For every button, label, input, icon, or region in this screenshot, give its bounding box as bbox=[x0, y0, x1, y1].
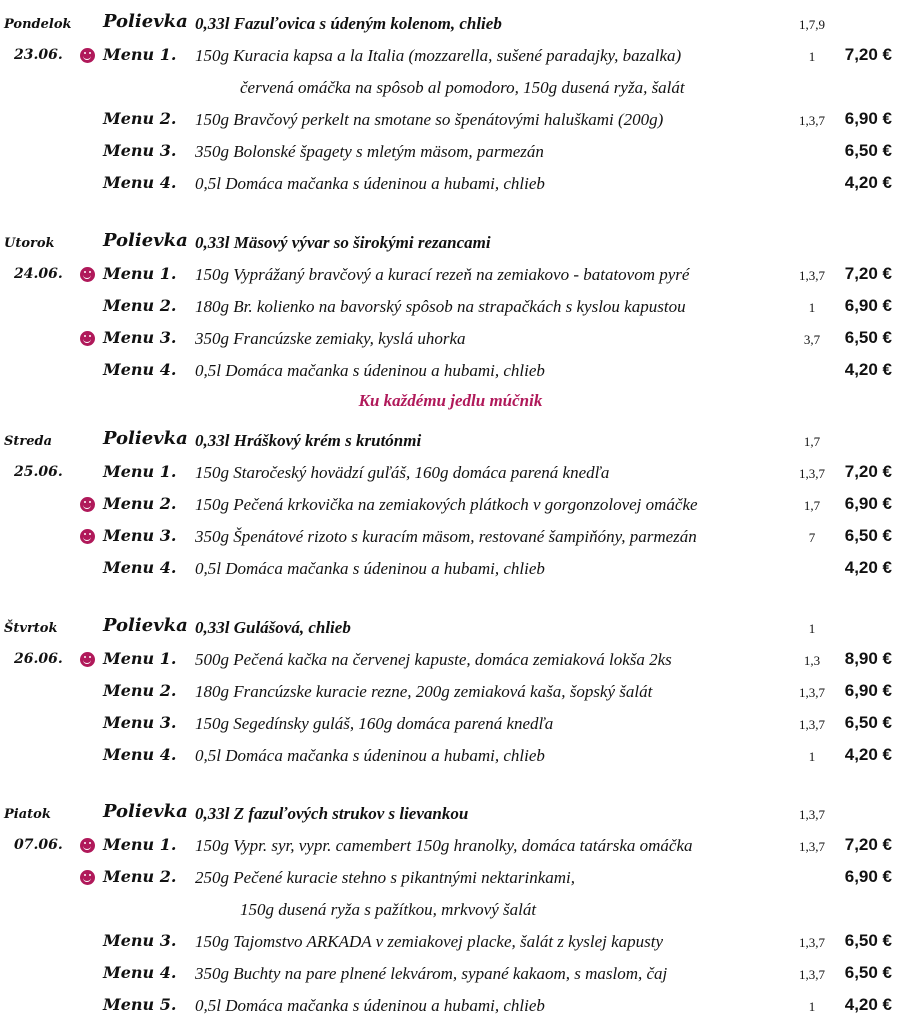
item-description: 500g Pečená kačka na červenej kapuste, domáca zemiaková lokša 2ks bbox=[195, 650, 672, 669]
item-price: 7,20 € bbox=[844, 835, 892, 854]
menu-row bbox=[0, 356, 901, 388]
item-allergens: 1 bbox=[808, 621, 816, 636]
item-label: Menu 5. bbox=[103, 995, 177, 1014]
menu-row bbox=[0, 137, 901, 169]
item-price: 7,20 € bbox=[844, 462, 892, 481]
smiley-icon bbox=[80, 870, 95, 885]
item-description: 150g Staročeský hovädzí guľáš, 160g domáca parená knedľa bbox=[195, 463, 610, 482]
item-description: 0,5l Domáca mačanka s údeninou a hubami, chlieb bbox=[195, 746, 545, 765]
item-description: 150g Vypr. syr, vypr. camembert 150g hranolky, domáca tatárska omáčka bbox=[195, 836, 693, 855]
item-price: 6,50 € bbox=[844, 328, 892, 347]
item-price: 6,50 € bbox=[844, 713, 892, 732]
item-description: 0,33l Z fazuľových strukov s lievankou bbox=[195, 804, 469, 823]
item-description: 0,5l Domáca mačanka s údeninou a hubami, chlieb bbox=[195, 996, 545, 1015]
item-description: 150g Kuracia kapsa a la Italia (mozzarella, sušené paradajky, bazalka) bbox=[195, 46, 682, 65]
dessert-note-row bbox=[0, 386, 901, 418]
item-price: 4,20 € bbox=[844, 360, 892, 379]
item-allergens: 1,7,9 bbox=[799, 17, 825, 32]
item-price: 6,50 € bbox=[844, 141, 892, 160]
item-description: 0,33l Mäsový vývar so širokými rezancami bbox=[195, 233, 491, 252]
item-price: 7,20 € bbox=[844, 264, 892, 283]
item-price: 4,20 € bbox=[844, 995, 892, 1014]
item-price: 8,90 € bbox=[844, 649, 892, 668]
item-label: Menu 4. bbox=[103, 173, 177, 192]
item-label: Polievka bbox=[103, 11, 188, 32]
item-label: Menu 4. bbox=[103, 360, 177, 379]
menu-row bbox=[0, 831, 901, 863]
item-allergens: 1 bbox=[808, 49, 816, 64]
menu-row bbox=[0, 292, 901, 324]
item-allergens: 1,3 bbox=[803, 653, 821, 668]
item-description: 0,33l Fazuľovica s údeným kolenom, chlieb bbox=[195, 14, 502, 33]
menu-row bbox=[0, 169, 901, 201]
item-label: Menu 3. bbox=[103, 526, 177, 545]
item-allergens: 1,3,7 bbox=[799, 268, 825, 283]
menu-row bbox=[0, 9, 901, 41]
item-price: 6,90 € bbox=[844, 494, 892, 513]
day-name: Štvrtok bbox=[4, 621, 58, 636]
item-label: Menu 2. bbox=[103, 109, 177, 128]
item-description: 350g Bolonské špagety s mletým mäsom, parmezán bbox=[195, 142, 544, 161]
item-allergens: 1 bbox=[808, 749, 816, 764]
item-label: Menu 2. bbox=[103, 494, 177, 513]
menu-row bbox=[0, 799, 901, 831]
item-price: 4,20 € bbox=[844, 558, 892, 577]
item-allergens: 1,3,7 bbox=[799, 717, 825, 732]
menu-row bbox=[0, 895, 901, 927]
item-label: Menu 1. bbox=[103, 264, 177, 283]
item-allergens: 1,7 bbox=[803, 498, 821, 513]
item-allergens: 1,3,7 bbox=[799, 807, 825, 822]
item-price: 6,90 € bbox=[844, 681, 892, 700]
item-label: Menu 4. bbox=[103, 963, 177, 982]
item-label: Menu 2. bbox=[103, 681, 177, 700]
item-description: 350g Špenátové rizoto s kuracím mäsom, restované šampiňóny, parmezán bbox=[195, 527, 697, 546]
item-allergens: 1 bbox=[808, 300, 816, 315]
item-label: Menu 1. bbox=[103, 835, 177, 854]
item-label: Menu 1. bbox=[103, 45, 177, 64]
day-date: 25.06. bbox=[14, 464, 63, 480]
item-label: Menu 1. bbox=[103, 649, 177, 668]
item-allergens: 1,3,7 bbox=[799, 113, 825, 128]
menu-row bbox=[0, 709, 901, 741]
item-label: Polievka bbox=[103, 428, 188, 449]
item-description: 250g Pečené kuracie stehno s pikantnými nektarinkami, bbox=[195, 868, 576, 887]
item-description: červená omáčka na spôsob al pomodoro, 150g dusená ryža, šalát bbox=[240, 78, 685, 97]
item-label: Menu 3. bbox=[103, 713, 177, 732]
item-label: Polievka bbox=[103, 801, 188, 822]
smiley-icon bbox=[80, 267, 95, 282]
day-name: Piatok bbox=[4, 807, 51, 822]
day-name: Pondelok bbox=[4, 17, 72, 32]
item-price: 6,50 € bbox=[844, 931, 892, 950]
item-price: 6,50 € bbox=[844, 526, 892, 545]
item-description: 0,33l Hráškový krém s krutónmi bbox=[195, 431, 422, 450]
item-description: 0,33l Gulášová, chlieb bbox=[195, 618, 351, 637]
item-price: 4,20 € bbox=[844, 745, 892, 764]
day-date: 26.06. bbox=[14, 651, 63, 667]
menu-row bbox=[0, 741, 901, 773]
item-label: Menu 1. bbox=[103, 462, 177, 481]
menu-row bbox=[0, 554, 901, 586]
item-description: 150g Segedínsky guláš, 160g domáca parená knedľa bbox=[195, 714, 554, 733]
menu-row bbox=[0, 73, 901, 105]
menu-row bbox=[0, 228, 901, 260]
item-description: 350g Buchty na pare plnené lekvárom, sypané kakaom, s maslom, čaj bbox=[195, 964, 668, 983]
menu-row bbox=[0, 260, 901, 292]
item-price: 7,20 € bbox=[844, 45, 892, 64]
item-allergens: 7 bbox=[808, 530, 816, 545]
menu-row bbox=[0, 991, 901, 1023]
menu-row bbox=[0, 677, 901, 709]
menu-row bbox=[0, 613, 901, 645]
item-description: 150g Tajomstvo ARKADA v zemiakovej placke, šalát z kyslej kapusty bbox=[195, 932, 664, 951]
item-description: 350g Francúzske zemiaky, kyslá uhorka bbox=[195, 329, 466, 348]
item-price: 4,20 € bbox=[844, 173, 892, 192]
item-price: 6,50 € bbox=[844, 963, 892, 982]
smiley-icon bbox=[80, 48, 95, 63]
menu-row bbox=[0, 41, 901, 73]
dessert-note: Ku každému jedlu múčnik bbox=[358, 391, 543, 410]
item-description: 0,5l Domáca mačanka s údeninou a hubami, chlieb bbox=[195, 361, 545, 380]
item-label: Menu 4. bbox=[103, 745, 177, 764]
item-allergens: 3,7 bbox=[803, 332, 821, 347]
day-date: 24.06. bbox=[14, 266, 63, 282]
item-description: 180g Br. kolienko na bavorský spôsob na strapačkách s kyslou kapustou bbox=[195, 297, 686, 316]
item-label: Menu 3. bbox=[103, 141, 177, 160]
item-label: Polievka bbox=[103, 230, 188, 251]
item-price: 6,90 € bbox=[844, 296, 892, 315]
menu-row bbox=[0, 105, 901, 137]
menu-row bbox=[0, 490, 901, 522]
item-description: 0,5l Domáca mačanka s údeninou a hubami, chlieb bbox=[195, 174, 545, 193]
smiley-icon bbox=[80, 497, 95, 512]
item-label: Menu 2. bbox=[103, 867, 177, 886]
smiley-icon bbox=[80, 838, 95, 853]
menu-row bbox=[0, 927, 901, 959]
menu-row bbox=[0, 458, 901, 490]
day-name: Utorok bbox=[4, 236, 55, 251]
item-allergens: 1,3,7 bbox=[799, 466, 825, 481]
item-price: 6,90 € bbox=[844, 867, 892, 886]
day-date: 07.06. bbox=[14, 837, 63, 853]
menu-row bbox=[0, 426, 901, 458]
day-date: 23.06. bbox=[14, 47, 63, 63]
item-description: 150g Vyprážaný bravčový a kurací rezeň na zemiakovo - batatovom pyré bbox=[195, 265, 690, 284]
menu-row bbox=[0, 324, 901, 356]
menu-row bbox=[0, 645, 901, 677]
item-description: 150g Bravčový perkelt na smotane so špenátovými haluškami (200g) bbox=[195, 110, 664, 129]
item-price: 6,90 € bbox=[844, 109, 892, 128]
item-description: 150g Pečená krkovička na zemiakových plátkoch v gorgonzolovej omáčke bbox=[195, 495, 698, 514]
item-label: Menu 2. bbox=[103, 296, 177, 315]
item-description: 180g Francúzske kuracie rezne, 200g zemiaková kaša, šopský šalát bbox=[195, 682, 653, 701]
item-label: Polievka bbox=[103, 615, 188, 636]
item-allergens: 1,3,7 bbox=[799, 685, 825, 700]
day-name: Streda bbox=[4, 434, 53, 449]
item-label: Menu 4. bbox=[103, 558, 177, 577]
menu-row bbox=[0, 959, 901, 991]
smiley-icon bbox=[80, 331, 95, 346]
item-allergens: 1 bbox=[808, 999, 816, 1014]
item-allergens: 1,7 bbox=[803, 434, 821, 449]
item-label: Menu 3. bbox=[103, 931, 177, 950]
item-allergens: 1,3,7 bbox=[799, 935, 825, 950]
smiley-icon bbox=[80, 529, 95, 544]
item-label: Menu 3. bbox=[103, 328, 177, 347]
item-allergens: 1,3,7 bbox=[799, 839, 825, 854]
item-description: 150g dusená ryža s pažítkou, mrkvový šalát bbox=[240, 900, 537, 919]
item-allergens: 1,3,7 bbox=[799, 967, 825, 982]
menu-row bbox=[0, 863, 901, 895]
item-description: 0,5l Domáca mačanka s údeninou a hubami, chlieb bbox=[195, 559, 545, 578]
menu-row bbox=[0, 522, 901, 554]
smiley-icon bbox=[80, 652, 95, 667]
